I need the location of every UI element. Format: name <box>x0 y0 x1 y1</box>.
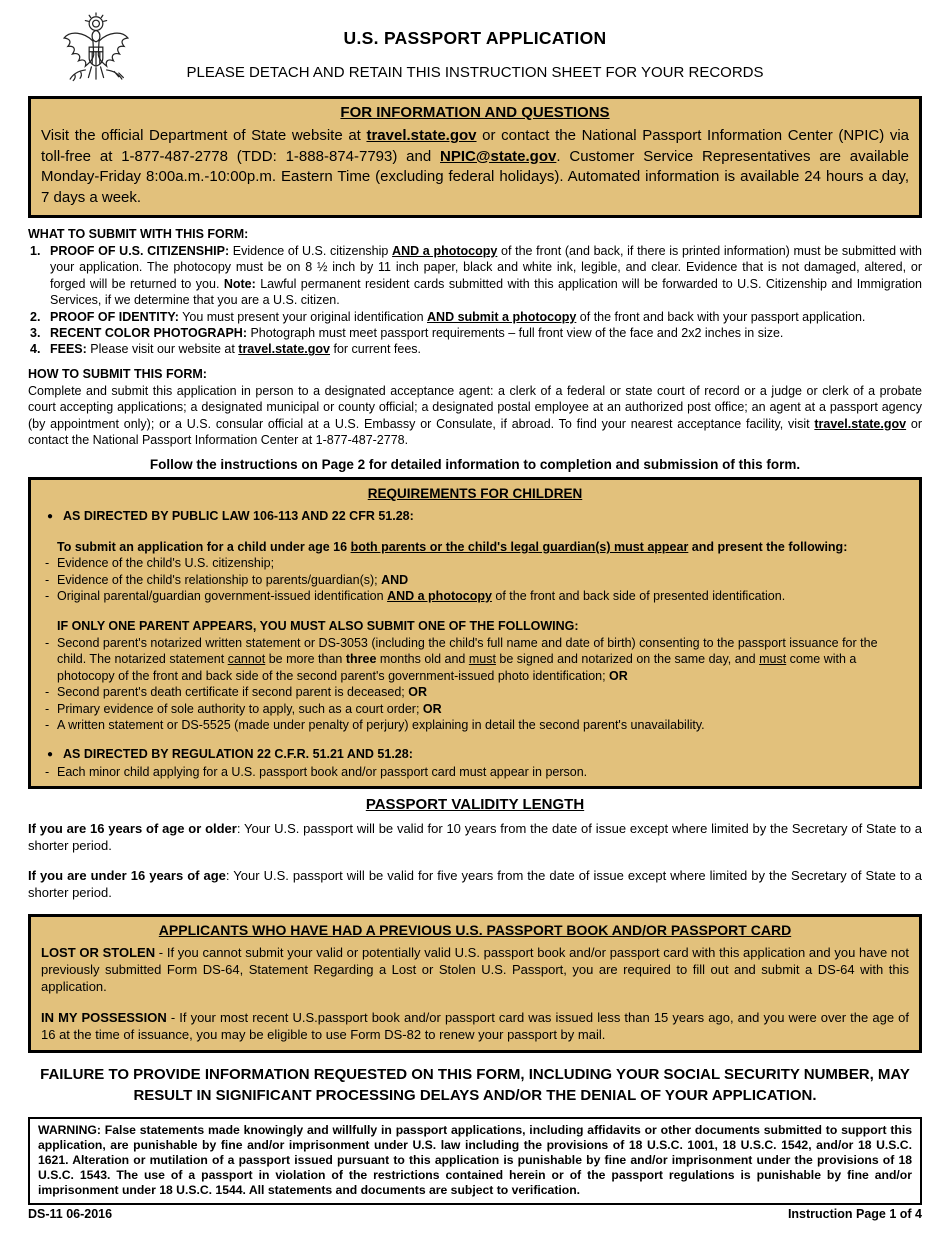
info-box <box>28 96 922 218</box>
bullet-dot-icon: ● <box>47 749 54 761</box>
what-to-submit-section <box>28 227 922 358</box>
how-to-submit-section <box>28 367 922 449</box>
previous-passport-heading: APPLICANTS WHO HAVE HAD A PREVIOUS U.S. PASSPORT BOOK AND/OR PASSPORT CARD <box>158 922 792 939</box>
dash-bullet: - <box>45 589 50 604</box>
dash-bullet: - <box>45 701 50 716</box>
dash-bullet: - <box>45 717 50 732</box>
what-to-submit-item: 3. RECENT COLOR PHOTOGRAPH: Photograph must meet passport requirements – full front view of the face and 2x2 inches in size. <box>30 326 784 341</box>
what-to-submit-item: 1. PROOF OF U.S. CITIZENSHIP: Evidence of U.S. citizenship AND a photocopy of the front (and back, if there is printed information) must be submitted with your application. The photocopy must be on 8 ½ inch by 11 inch paper, black and white ink, legible, and clear. Evidence that is not damaged, altered, or forged will be returned to you. Note: Lawful permanent resident cards submitted with this application will be forwarded to U.S. Citizenship and Immigration Services, if we determine that you are a U.S. citizen. <box>30 244 923 308</box>
lost-or-stolen-paragraph: LOST OR STOLEN - If you cannot submit your valid or potentially valid U.S. passport book and/or passport card with this application and you have not previously submitted Form DS-64, Statement Regarding a Lost or Stolen U.S. Passport, you are required to fill out and submit a DS-64 with this application. <box>41 945 909 995</box>
validity-16-or-older: If you are 16 years of age or older: Your U.S. passport will be valid for 10 years from the date of issue except where limited by the Secretary of State to a shorter period. <box>28 821 923 854</box>
page-title: U.S. PASSPORT APPLICATION <box>343 28 607 48</box>
follow-instructions-note: Follow the instructions on Page 2 for detailed information to completion and submission of this form. <box>149 457 801 473</box>
one-parent-subheading: IF ONLY ONE PARENT APPEARS, YOU MUST ALSO SUBMIT ONE OF THE FOLLOWING: <box>57 618 579 633</box>
children-requirement-item: - Evidence of the child's relationship to parents/guardian(s); AND <box>45 572 409 587</box>
previous-passport-box <box>28 914 922 1053</box>
warning-text: WARNING: False statements made knowingly and willfully in passport applications, including affidavits or other documents submitted to support this application, are punishable by fine and/or imprisonment under U.S. law including the provisions of 18 U.S.C. 1001, 18 U.S.C. 1542, and/or 18 U.S.C. 1621. Alteration or mutilation of a passport issued pursuant to this application is punishable by fine and/or imprisonment under the provisions of 18 U.S.C. 1543. The use of a passport in violation of the restrictions contained herein or of the passport regulations is punishable by fine and/or imprisonment under 18 U.S.C. 1544. All statements and documents are subject to verification. <box>38 1123 912 1198</box>
children-intro: To submit an application for a child under age 16 both parents or the child's legal guardian(s) must appear and present the following: <box>57 539 848 554</box>
info-box-heading: FOR INFORMATION AND QUESTIONS <box>340 104 610 121</box>
what-to-submit-item: 4. FEES: Please visit our website at travel.state.gov for current fees. <box>30 342 422 357</box>
item-number: 4. <box>30 342 41 357</box>
one-parent-option-item: - A written statement or DS-5525 (made under penalty of perjury) explaining in detail the second parent's unavailability. <box>45 717 705 732</box>
what-to-submit-heading: WHAT TO SUBMIT WITH THIS FORM: <box>28 227 249 241</box>
dash-bullet: - <box>45 635 50 650</box>
detach-notice: PLEASE DETACH AND RETAIN THIS INSTRUCTION SHEET FOR YOUR RECORDS <box>186 64 764 81</box>
item-number: 1. <box>30 244 41 258</box>
page-footer <box>28 1207 922 1221</box>
warning-box <box>28 1117 922 1205</box>
great-seal-eagle-icon <box>58 12 134 101</box>
validity-heading: PASSPORT VALIDITY LENGTH <box>365 796 585 814</box>
children-requirement-item: - Evidence of the child's U.S. citizenship; <box>45 556 275 571</box>
one-parent-option-item: - Second parent's death certificate if second parent is deceased; OR <box>45 685 427 700</box>
how-to-submit-heading: HOW TO SUBMIT THIS FORM: <box>28 366 207 381</box>
children-regulation-item: - Each minor child applying for a U.S. passport book and/or passport card must appear in person. <box>45 764 588 779</box>
one-parent-option-item: - Primary evidence of sole authority to apply, such as a court order; OR <box>45 701 442 716</box>
dash-bullet: - <box>45 556 50 571</box>
requirements-for-children-box <box>28 477 922 789</box>
dash-bullet: - <box>45 572 50 587</box>
validity-under-16: If you are under 16 years of age: Your U.S. passport will be valid for five years from the date of issue except where limited by the Secretary of State to a shorter period. <box>28 868 923 901</box>
item-number: 3. <box>30 326 41 341</box>
failure-to-provide-note: FAILURE TO PROVIDE INFORMATION REQUESTED ON THIS FORM, INCLUDING YOUR SOCIAL SECURITY NUMBER, MAY RESULT IN SIGNIFICANT PROCESSING DELAYS AND/OR THE DENIAL OF YOUR APPLICATION. <box>40 1066 910 1105</box>
form-number: DS-11 06-2016 <box>28 1207 113 1222</box>
page-header <box>28 12 922 96</box>
bullet-dot-icon: ● <box>47 511 54 523</box>
children-requirement-item: - Original parental/guardian government-issued identification AND a photocopy of the front and back side of presented identification. <box>45 589 786 604</box>
info-box-body: Visit the official Department of State website at travel.state.gov or contact the National Passport Information Center (NPIC) via toll-free at 1-877-487-2778 (TDD: 1-888-874-7793) and NPIC@state.gov. Customer Service Representatives are available Monday-Friday 8:00a.m.-10:00p.m. Eastern Time (excluding federal holidays). Automated information is available 24 hours a day, 7 days a week. <box>41 127 909 206</box>
what-to-submit-item: 2. PROOF OF IDENTITY: You must present your original identification AND submit a photocopy of the front and back with your passport application. <box>30 309 866 324</box>
dash-bullet: - <box>45 764 50 779</box>
children-bullet-regulation: ● AS DIRECTED BY REGULATION 22 C.F.R. 51.21 AND 51.28: <box>43 746 907 763</box>
dash-bullet: - <box>45 685 50 700</box>
children-bullet-public-law: ● AS DIRECTED BY PUBLIC LAW 106-113 AND 22 CFR 51.28: <box>43 508 907 525</box>
children-box-heading: REQUIREMENTS FOR CHILDREN <box>367 486 583 502</box>
how-to-submit-body: Complete and submit this application in person to a designated acceptance agent: a clerk of a federal or state court of record or a judge or clerk of a probate court accepting applications; a designated municipal or county official; a designated postal employee at an authorized post office; an agent at a passport agency (by appointment only); or a U.S. consular official at a U.S. Embassy or Consulate, if abroad. To find your nearest acceptance facility, visit travel.state.gov or contact the National Passport Information Center at 1-877-487-2778. <box>28 383 923 448</box>
item-number: 2. <box>30 309 41 324</box>
in-my-possession-paragraph: IN MY POSSESSION - If your most recent U.S.passport book and/or passport card was issued less than 15 years ago, and you were over the age of 16 at the time of issuance, you may be eligible to use Form DS-82 to renew your passport by mail. <box>41 1010 909 1043</box>
page-indicator: Instruction Page 1 of 4 <box>787 1207 922 1222</box>
passport-validity-section <box>28 796 922 901</box>
one-parent-option-item: - Second parent's notarized written statement or DS-3053 (including the child's full name and date of birth) consenting to the passport issuance for the child. The notarized statement cannot be more than three months old and must be signed and notarized on the same day, and must come with a photocopy of the front and back side of the second parent's government-issued photo identification; OR <box>45 635 878 683</box>
